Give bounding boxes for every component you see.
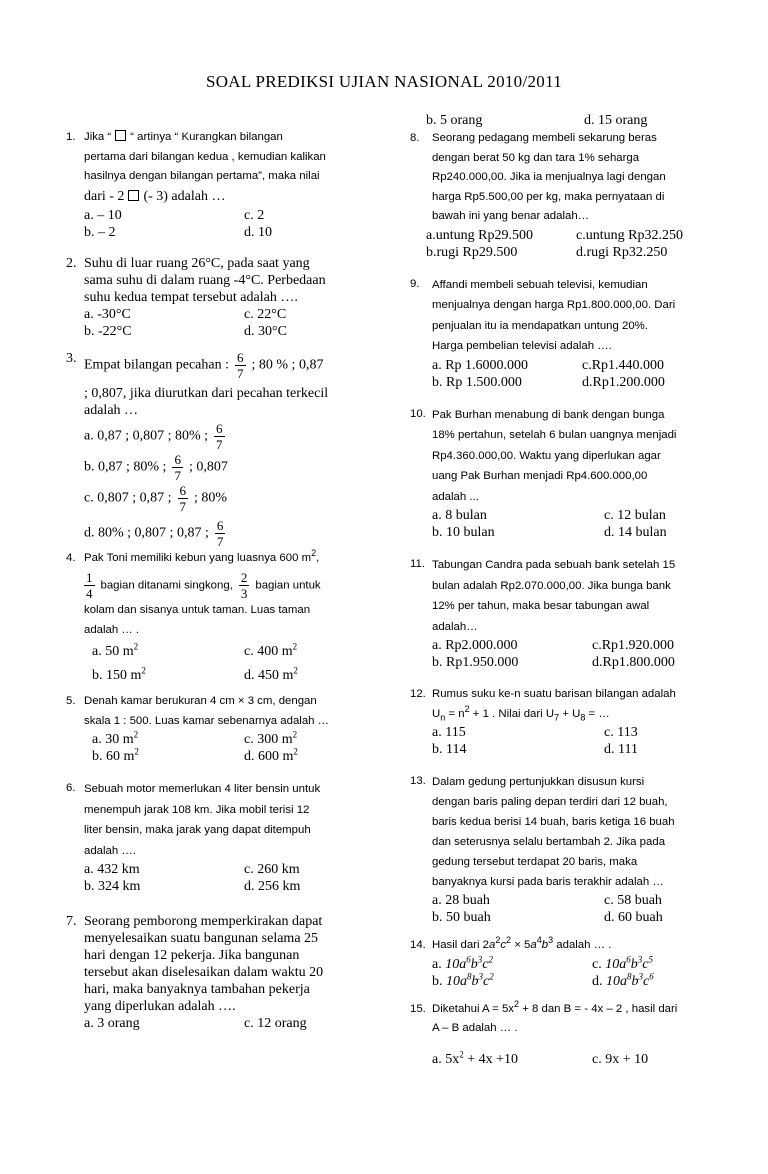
question-7	[66, 913, 376, 1032]
question-number: 12.	[410, 688, 426, 700]
answer-options	[410, 1048, 710, 1068]
question-text: penjualan itu ia mendapatkan untung 20%.	[432, 319, 648, 332]
option-c[interactable]: c.Rp1.440.000	[582, 357, 665, 373]
question-text: Harga pembelian televisi adalah ….	[432, 340, 612, 352]
fraction: $\frac{1}{4}$	[86, 570, 93, 601]
question-number: 15.	[410, 1002, 426, 1015]
question-text: 12% per tahun, maka besar tabungan awal	[432, 600, 650, 612]
question-14	[410, 936, 710, 990]
option-b[interactable]: b. 150 $m^2$	[92, 665, 146, 683]
option-a[interactable]: a. 432 km	[84, 862, 140, 877]
question-text: liter bensin, maka jarak yang dapat ditempuh	[84, 824, 311, 836]
option-c[interactable]: c. 9x + 10	[592, 1051, 649, 1067]
question-text: kolam dan sisanya untuk taman. Luas taman	[84, 604, 311, 616]
question-text: bulan adalah Rp2.070.000,00. Jika bunga bank	[432, 579, 671, 592]
question-text: hasilnya dengan bilangan pertama”, maka nilai	[84, 170, 320, 182]
question-6	[66, 779, 376, 895]
option-a[interactable]: a. Rp2.000.000	[432, 638, 518, 653]
option-a[interactable]: a. 30 $m^2$	[92, 729, 139, 747]
option-d[interactable]: d.Rp1.800.000	[592, 655, 675, 670]
option-a[interactable]: a. Rp 1.6000.000	[432, 357, 529, 373]
question-text: Empat bilangan pecahan :	[84, 357, 229, 373]
option-c[interactable]: c. 58 buah	[604, 893, 662, 908]
times-icon: ×	[237, 695, 245, 707]
answer-options	[410, 892, 710, 926]
question-text: ; 0,807, jika diurutkan dari pecahan terkecil	[84, 385, 329, 401]
question-text: menempuh jarak 108 km. Jika mobil terisi 12	[84, 803, 310, 816]
option-b[interactable]: b. 10 bulan	[432, 525, 495, 540]
question-text: Hasil dari $2a^2c^2 \times 5a^4b^3$ adalah … .	[432, 935, 612, 951]
question-text: sama suhu di dalam ruang -4°C. Perbedaan	[84, 272, 326, 288]
option-c[interactable]: c. 113	[604, 725, 638, 740]
formula: $U_n = n^2 + 1$ . Nilai dari $U_7 + U_8$ = …	[432, 703, 610, 722]
question-text: 18% pertahun, setelah 6 bulan uangnya menjadi	[432, 429, 677, 441]
option-d[interactable]: d. 450 $m^2$	[244, 665, 298, 683]
question-text: Suhu di luar ruang 26°C, pada saat yang	[84, 255, 310, 271]
question-13	[410, 772, 710, 926]
question-12	[410, 685, 710, 758]
question-text: Seorang pemborong memperkirakan dapat	[84, 914, 323, 929]
question-text: Tabungan Candra pada sebuah bank setelah 15	[432, 559, 676, 571]
question-number: 1.	[66, 131, 76, 143]
question-number: 6.	[66, 782, 76, 794]
question-text: baris kedua berisi 14 buah, baris ketiga 16 buah	[432, 816, 675, 828]
answer-options	[410, 357, 710, 391]
option-b[interactable]: b. 324 km	[84, 879, 141, 894]
option-b[interactable]: b. Rp1.950.000	[432, 655, 519, 670]
option-b[interactable]: b. 0,87 ; 80% ; $\frac{6}{7}$ ; 0,807	[84, 451, 228, 483]
option-c[interactable]: c. 22°C	[244, 306, 287, 322]
question-text: dengan berat 50 kg dan tara 1% seharga	[432, 151, 640, 164]
question-text: A – B adalah … .	[432, 1022, 518, 1034]
answer-options	[66, 731, 376, 765]
option-c[interactable]: c.Rp1.920.000	[592, 638, 675, 653]
question-text: bagian ditanami singkong,	[100, 579, 233, 592]
answer-options	[410, 724, 710, 758]
question-text: Rp4.360.000,00. Waktu yang diperlukan agar	[432, 449, 661, 462]
option-c[interactable]: c. $10a^6b^3c^5$	[592, 953, 653, 972]
question-number: 10.	[410, 407, 426, 420]
question-text: suhu kedua tempat tersebut adalah ….	[84, 289, 298, 305]
option-b[interactable]: b. -22°C	[84, 323, 132, 339]
question-number: 8.	[410, 132, 420, 144]
option-b[interactable]: b.rugi Rp29.500	[426, 244, 518, 260]
option-d[interactable]: d. 10	[244, 224, 272, 240]
answer-options-continued	[410, 112, 710, 129]
question-text: Sebuah motor memerlukan 4 liter bensin untuk	[84, 783, 321, 795]
answer-options	[410, 637, 710, 671]
option-d[interactable]: d. 600 $m^2$	[244, 746, 298, 764]
option-b[interactable]: b. 60 $m^2$	[92, 746, 139, 764]
question-text: Denah kamar berukuran 4 cm	[84, 695, 235, 707]
question-text: Rp240.000,00. Jika ia menjualnya lagi dengan	[432, 171, 666, 183]
question-text: ; 80 % ; 0,87	[251, 357, 324, 373]
option-c[interactable]: c. 260 km	[244, 862, 300, 877]
option-a[interactable]: a. 0,87 ; 0,807 ; 80% ; $\frac{6}{7}$	[84, 420, 223, 452]
option-c[interactable]: c. 300 $m^2$	[244, 729, 298, 747]
right-column	[410, 112, 710, 1068]
fraction: $\frac{2}{3}$	[240, 570, 248, 601]
question-number: 4.	[66, 551, 76, 564]
fraction: $\frac{6}{7}$	[237, 349, 244, 381]
page-title: SOAL PREDIKSI UJIAN NASIONAL 2010/2011	[205, 72, 563, 91]
answer-options	[410, 227, 710, 261]
question-text: adalah ...	[432, 490, 479, 503]
question-number: 14.	[410, 939, 426, 951]
option-a[interactable]: a.untung Rp29.500	[426, 227, 533, 243]
question-1	[66, 128, 376, 241]
question-text: “ artinya “ Kurangkan bilangan	[130, 131, 283, 143]
question-number: 7.	[66, 914, 77, 929]
question-text: adalah…	[432, 620, 478, 633]
question-number: 2.	[66, 255, 77, 271]
question-5	[66, 692, 376, 765]
option-d[interactable]: d. 60 buah	[604, 910, 663, 925]
question-text: tersebut akan diselesaikan dalam waktu 20	[84, 965, 324, 980]
option-a[interactable]: a. 8 bulan	[432, 508, 487, 523]
option-a[interactable]: a. 115	[432, 725, 466, 740]
option-a[interactable]: a. $5x^2 + 4x +10$	[432, 1048, 519, 1067]
question-8	[410, 129, 710, 261]
box-symbol-icon	[115, 130, 126, 141]
question-text: uang Pak Burhan menjadi Rp4.600.000,00	[432, 470, 648, 482]
question-text: Pak Burhan menabung di bank dengan bunga	[432, 408, 665, 421]
question-number: 9.	[410, 277, 420, 290]
question-text: hari dengan 12 pekerja. Jika bangunan	[84, 948, 300, 963]
question-text: menyelesaikan suatu bangunan selama 25	[84, 931, 319, 946]
question-3	[66, 350, 376, 549]
question-text: Jika “	[84, 131, 112, 143]
option-a[interactable]: a. 50 $m^2$	[92, 641, 139, 659]
answer-options	[66, 640, 376, 688]
question-text: adalah …	[84, 402, 139, 418]
option-b[interactable]: b. 114	[432, 742, 467, 757]
question-text: (- 3) adalah …	[143, 188, 226, 204]
option-d[interactable]: d. 14 bulan	[604, 525, 667, 540]
question-11	[410, 555, 710, 671]
option-c[interactable]: c. 12 bulan	[604, 508, 666, 523]
question-number: 5.	[66, 695, 76, 707]
question-text: Affandi membeli sebuah televisi, kemudian	[432, 278, 648, 291]
question-text: adalah … .	[84, 623, 140, 636]
question-10	[410, 405, 710, 542]
option-a[interactable]: a. -30°C	[84, 306, 131, 322]
option-d[interactable]: d. $10a^8b^3c^6$	[592, 970, 654, 989]
question-text: menjualnya dengan harga Rp1.800.000,00. Dari	[432, 299, 676, 311]
question-9	[410, 275, 710, 391]
answer-options	[66, 207, 376, 241]
option-a[interactable]: a. $10a^6b^3c^2$	[432, 953, 493, 972]
question-number: 13.	[410, 775, 426, 787]
question-15	[410, 1000, 710, 1068]
answer-options	[410, 953, 710, 990]
left-column	[66, 112, 376, 1032]
option-d[interactable]: d. 80% ; 0,807 ; 0,87 ; $\frac{6}{7}$	[84, 517, 224, 549]
option-d[interactable]: d.Rp1.200.000	[582, 374, 665, 390]
answer-options	[410, 507, 710, 541]
question-text: Pak Toni memiliki kebun yang luasnya 600 m	[84, 551, 312, 564]
question-text: gedung tersebut terdapat 20 baris, maka	[432, 856, 638, 868]
option-d[interactable]: d. 30°C	[244, 323, 287, 339]
question-text: Diketahui $A = 5x^2 + 8$ dan B = - 4x – 2 , hasil dari	[432, 998, 678, 1015]
option-b[interactable]: b. 50 buah	[432, 910, 491, 925]
option-b[interactable]: b. – 2	[84, 224, 116, 240]
question-4: 4. Pak Toni memiliki kebun yang luasnya 600 $m^2$, $\frac{1}{4}$ bagian ditanami singkong, $\frac{2}{3}$ bagian untuk kolam dan sisanya untuk taman. Luas taman adalah … . a. 50 $m^2$ c. 400 $m^2$ b. 150 $m^2$ d. 450 $m^2$	[66, 549, 376, 689]
question-number: 3.	[66, 350, 77, 366]
option-a[interactable]: a. 3 orang	[84, 1016, 140, 1031]
option-a[interactable]: a. 28 buah	[432, 893, 490, 908]
option-d[interactable]: d. 111	[604, 742, 638, 757]
times-icon: ×	[514, 939, 521, 951]
question-text: dengan baris paling depan terdiri dari 12 buah,	[432, 796, 668, 808]
question-text: bawah ini yang benar adalah…	[432, 210, 590, 222]
question-text: banyaknya kursi pada baris terakhir adalah …	[432, 876, 664, 888]
option-b[interactable]: b. 5 orang	[426, 113, 483, 128]
question-text: skala 1 : 500. Luas kamar sebenarnya adalah …	[84, 714, 330, 727]
option-b[interactable]: b. $10a^8b^3c^2$	[432, 970, 494, 989]
answer-options	[66, 1015, 376, 1032]
answer-options	[66, 861, 376, 895]
box-symbol-icon	[128, 190, 139, 201]
question-text: Rumus suku ke-n suatu barisan bilangan adalah	[432, 688, 676, 700]
option-c[interactable]: c. 0,807 ; 0,87 ; $\frac{6}{7}$ ; 80%	[84, 482, 228, 514]
question-text: dan seterusnya selalu bertambah 2. Jika pada	[432, 836, 666, 848]
question-text: bagian untuk	[255, 579, 321, 592]
option-d[interactable]: d. 15 orang	[584, 113, 648, 128]
question-number: 11.	[410, 558, 425, 570]
question-text: pertama dari bilangan kedua , kemudian kalikan	[84, 150, 326, 163]
question-text: dari - 2	[84, 188, 125, 204]
question-text: yang diperlukan adalah ….	[84, 999, 236, 1014]
question-text: 3 cm, dengan	[247, 695, 317, 707]
option-c[interactable]: c.untung Rp32.250	[576, 227, 683, 243]
option-d[interactable]: d.rugi Rp32.250	[576, 244, 668, 260]
question-text: Dalam gedung pertunjukkan disusun kursi	[432, 776, 645, 788]
question-text: harga Rp5.500,00 per kg, maka pernyataan di	[432, 190, 665, 203]
option-c[interactable]: c. 2	[244, 207, 265, 223]
question-text: adalah ….	[84, 844, 136, 857]
question-text: hari, maka banyaknya tambahan pekerja	[84, 982, 310, 997]
option-b[interactable]: b. Rp 1.500.000	[432, 374, 522, 390]
option-a[interactable]: a. – 10	[84, 207, 122, 223]
option-c[interactable]: c. 400 $m^2$	[244, 641, 298, 659]
question-text: Seorang pedagang membeli sekarung beras	[432, 132, 657, 144]
option-c[interactable]: c. 12 orang	[244, 1016, 307, 1031]
option-d[interactable]: d. 256 km	[244, 879, 301, 894]
answer-options	[66, 306, 376, 340]
question-2	[66, 255, 376, 340]
